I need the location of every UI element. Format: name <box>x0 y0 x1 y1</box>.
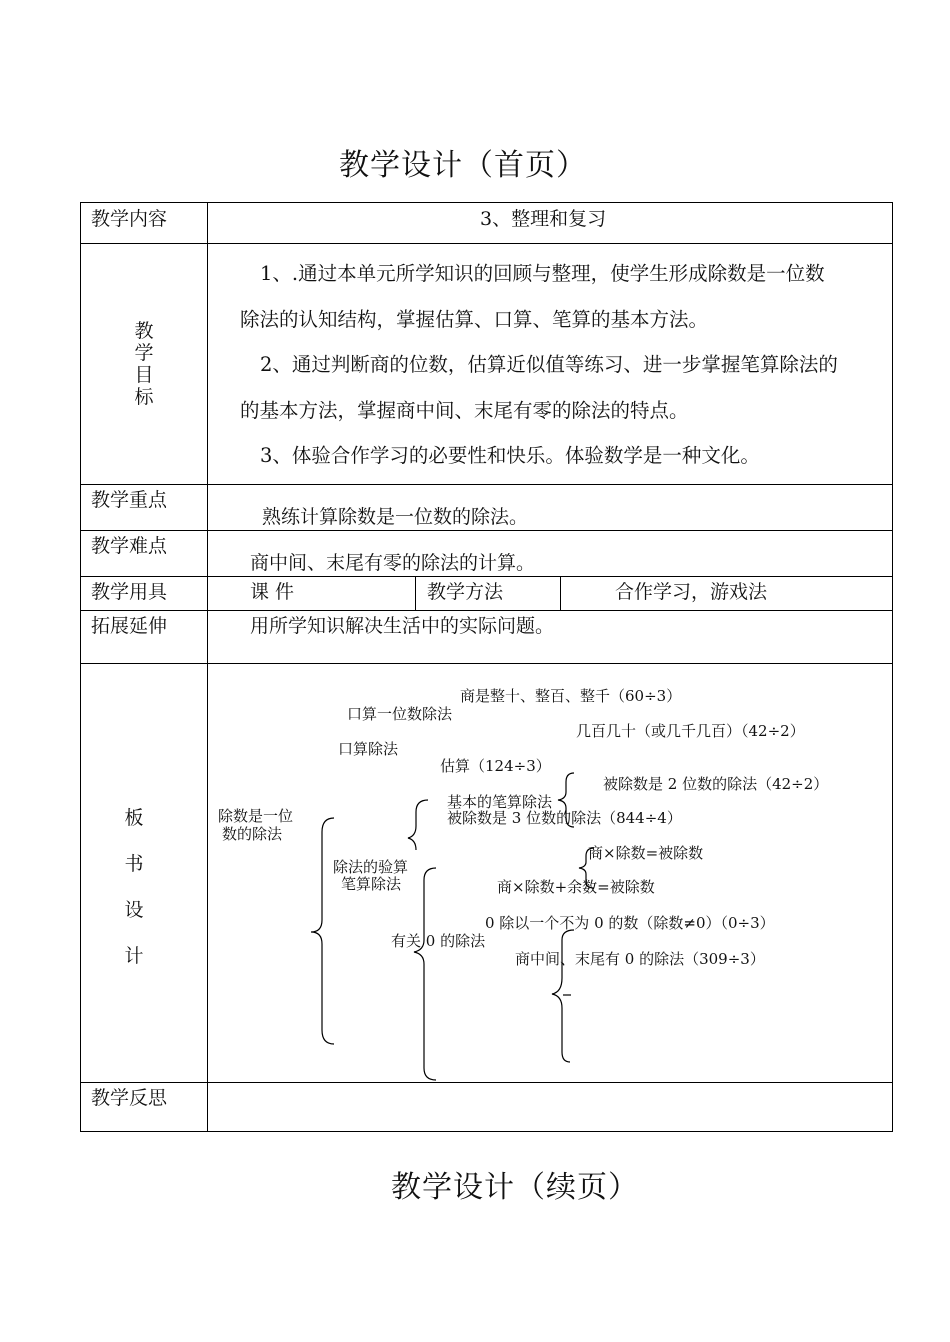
board-whole-tens: 商是整十、整百、整千（60÷3） <box>460 687 682 705</box>
board-check-remainder: 商×除数+余数=被除数 <box>497 878 655 896</box>
objective-1-line-2: 除法的认知结构，掌握估算、口算、笔算的基本方法。 <box>240 308 709 331</box>
board-zero-divided: 0 除以一个不为 0 的数（除数≠0）（0÷3） <box>485 914 775 932</box>
brace-dividend <box>558 773 574 827</box>
board-three-digit-dividend: 被除数是 3 位数的除法（844÷4） <box>447 809 682 827</box>
difficulty-value: 商中间、末尾有零的除法的计算。 <box>250 552 536 574</box>
brace-root <box>311 818 334 1044</box>
brace-check <box>579 848 594 888</box>
key-point-value: 熟练计算除数是一位数的除法。 <box>262 506 529 528</box>
objective-2-line-1: 2、通过判断商的位数，估算近似值等练习、进一步掌握笔算除法的 <box>260 353 838 376</box>
continuation-title: 教学设计（续页） <box>391 1170 639 1205</box>
page-title: 教学设计（首页） <box>339 148 587 183</box>
board-check-mult: 商×除数=被除数 <box>588 844 704 862</box>
reflection-label: 教学反思 <box>91 1087 168 1109</box>
extension-label: 拓展延伸 <box>91 615 168 637</box>
board-two-digit-dividend: 被除数是 2 位数的除法（42÷2） <box>603 775 829 793</box>
content-value: 3、整理和复习 <box>480 208 607 230</box>
brace-zero <box>552 930 574 1062</box>
board-check-branch: 除法的验算 笔算除法 <box>333 858 409 893</box>
objectives-label: 教 学 目 标 <box>134 320 154 408</box>
content-label: 教学内容 <box>91 208 168 230</box>
board-root: 除数是一位 数的除法 <box>218 807 294 843</box>
tools-value: 课 件 <box>250 581 295 603</box>
objective-1-line-1: 1、.通过本单元所学知识的回顾与整理，使学生形成除数是一位数 <box>260 262 825 285</box>
board-oral-division: 口算除法 <box>338 740 399 758</box>
extension-value: 用所学知识解决生活中的实际问题。 <box>250 615 555 637</box>
board-about-zero: 有关 0 的除法 <box>391 932 486 950</box>
difficulty-label: 教学难点 <box>91 535 168 557</box>
method-value: 合作学习，游戏法 <box>615 581 768 603</box>
brace-written <box>408 800 428 850</box>
board-estimate: 估算（124÷3） <box>440 757 551 775</box>
objective-3: 3、体验合作学习的必要性和快乐。体验数学是一种文化。 <box>260 444 760 467</box>
board-zero-in-quotient: 商中间、末尾有 0 的除法（309÷3） <box>515 950 765 968</box>
brace-main <box>414 868 436 1080</box>
objective-2-line-2: 的基本方法，掌握商中间、末尾有零的除法的特点。 <box>240 399 689 422</box>
key-point-label: 教学重点 <box>91 489 168 511</box>
board-basic-written: 基本的笔算除法 <box>447 793 553 811</box>
tools-label: 教学用具 <box>91 581 168 603</box>
board-design-label: 板 书 设 计 <box>124 807 144 967</box>
method-label: 教学方法 <box>427 581 504 603</box>
board-oral-one-digit: 口算一位数除法 <box>347 705 453 723</box>
board-hundreds-tens: 几百几十（或几千几百）（42÷2） <box>576 722 805 740</box>
